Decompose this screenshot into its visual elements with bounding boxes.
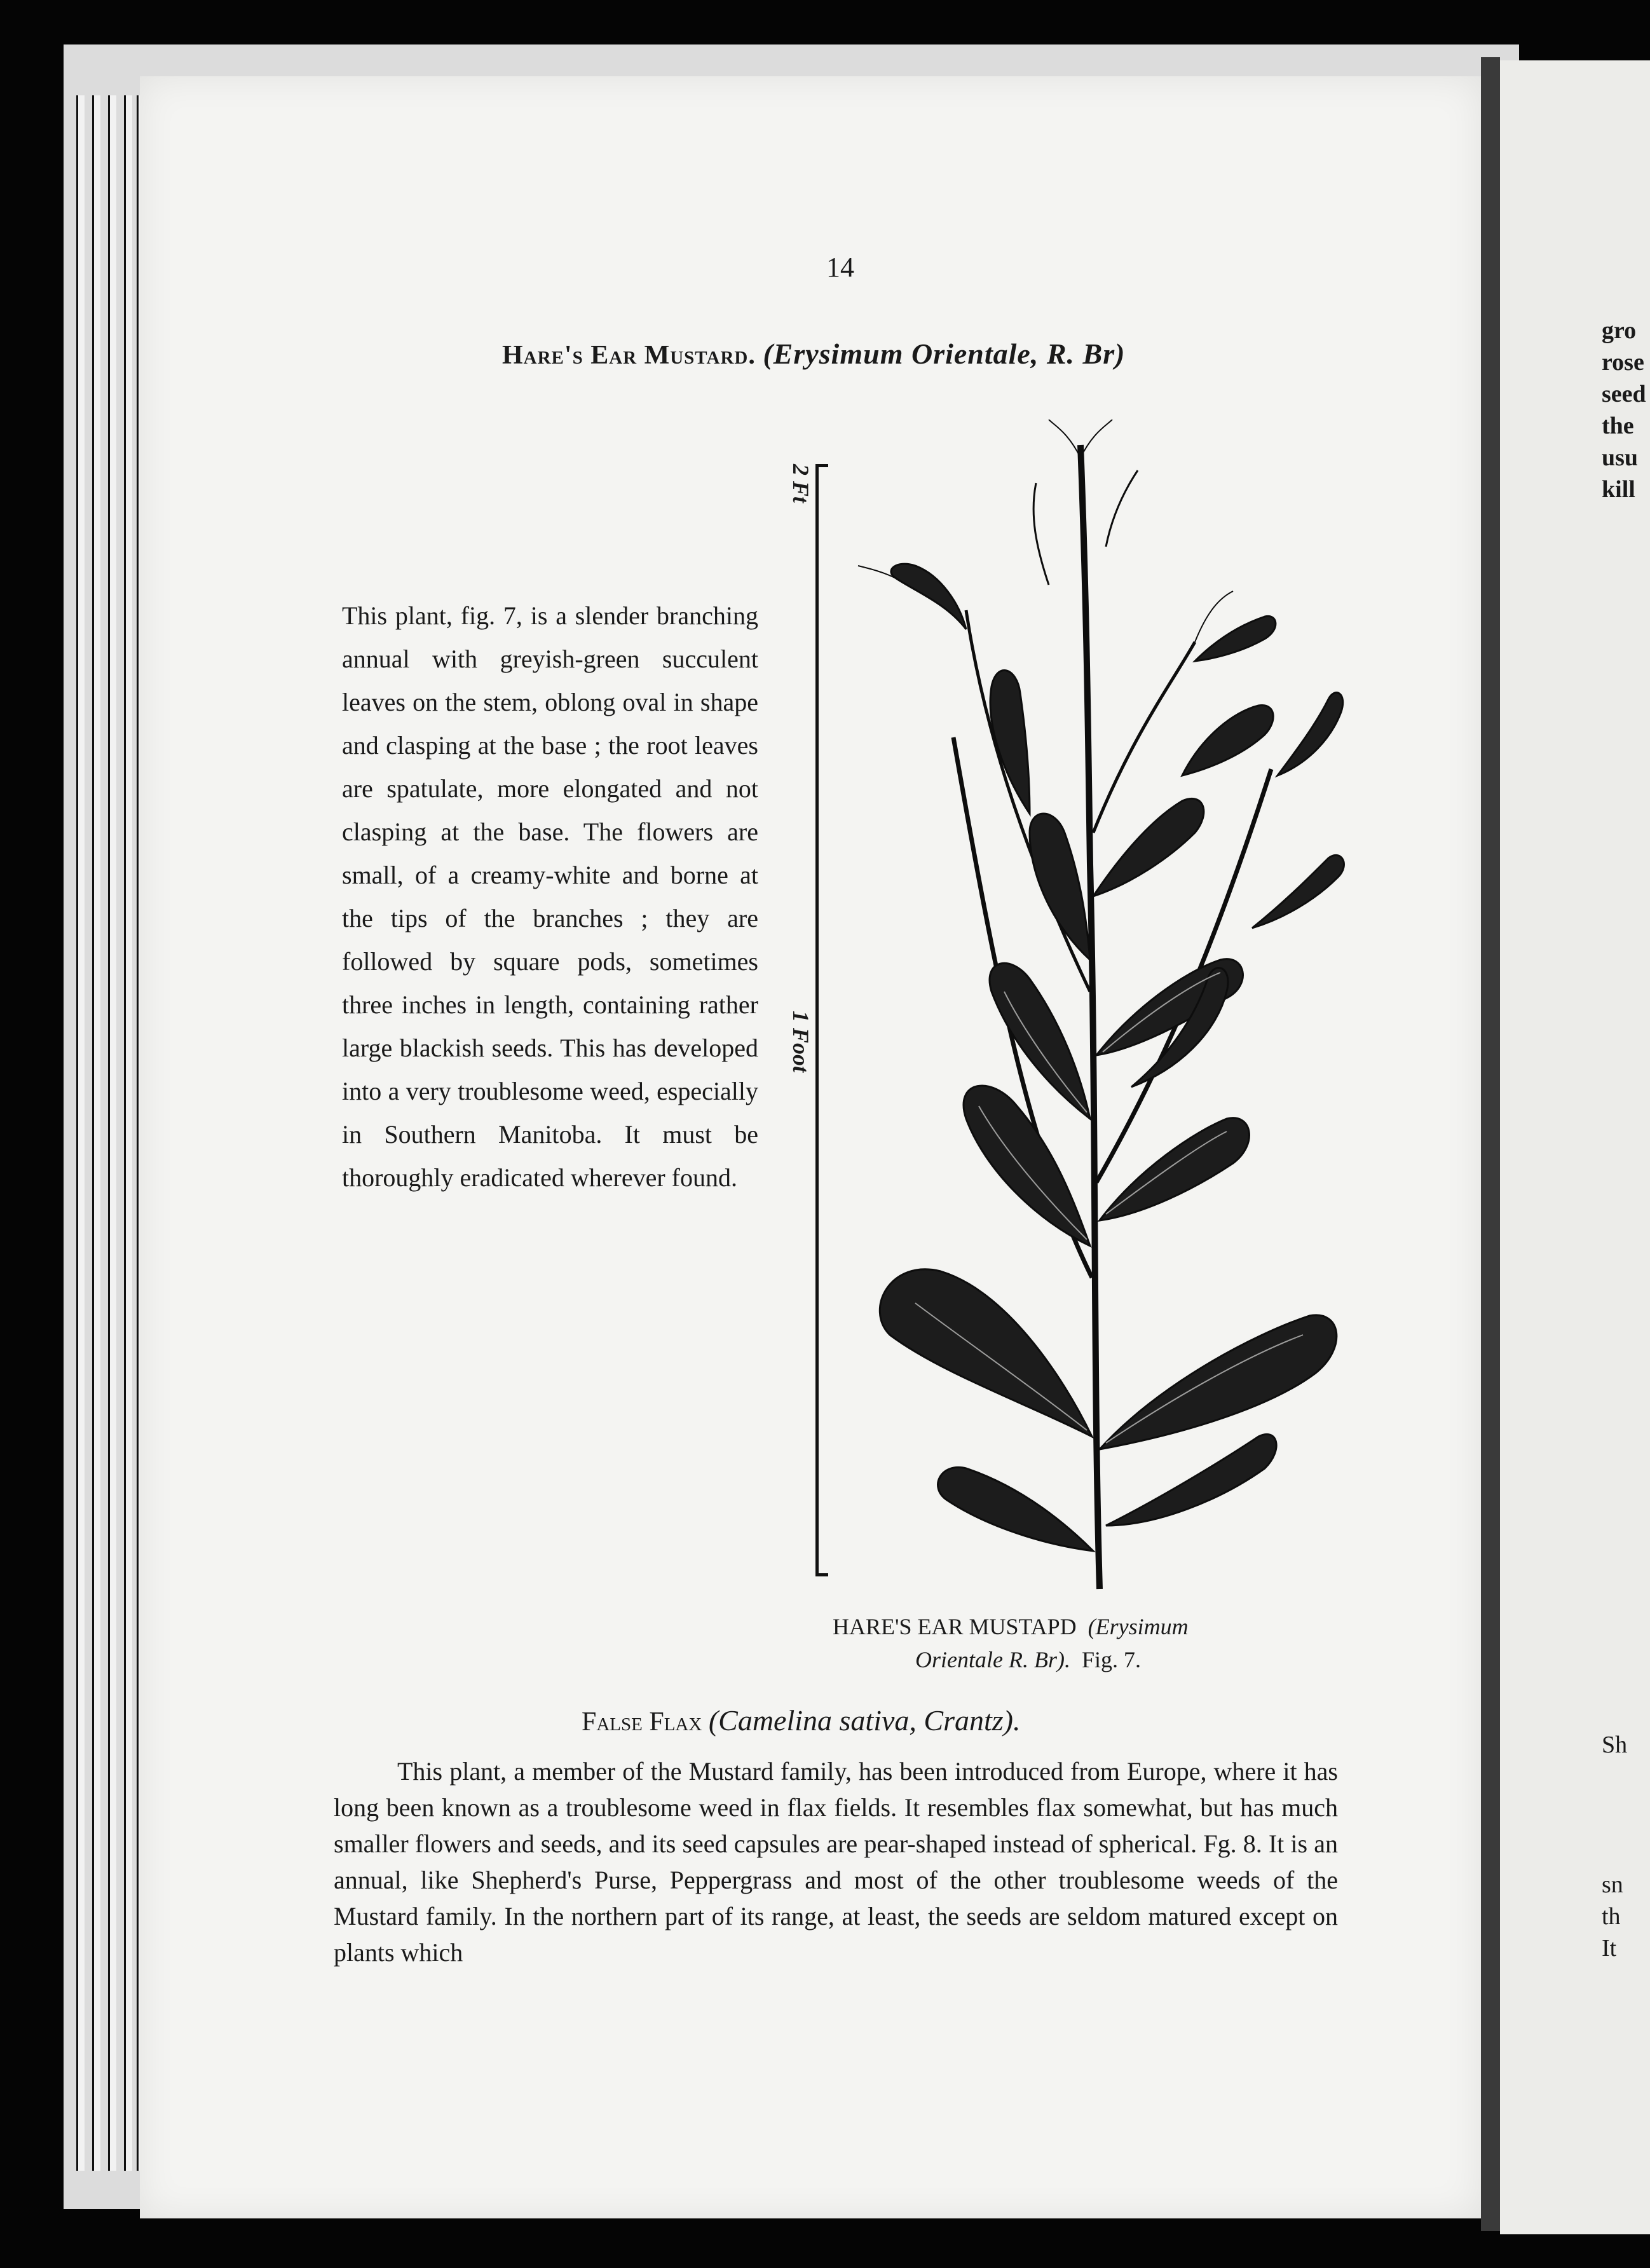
page-number: 14 <box>826 252 854 283</box>
text-fragment: th <box>1602 1903 1621 1930</box>
caption-latin-part2: Orientale R. Br). <box>915 1647 1070 1672</box>
intro-paragraph: This plant, fig. 7, is a slender branching annual with greyish-green succulent leaves on the stem, oblong oval in shape and clasping at the base ; the root leaves are spatulate, more elongated and not clasping at the base. The flowers are small, of a creamy-white and borne at the tips of the branches ; they are followed by square pods, sometimes three inches in length, containing rather large blackish seeds. This has developed into a very troublesome weed, especially in Southern Manitoba. It must be thoroughly eradicated wherever found. <box>342 601 758 1192</box>
caption-plant-name: HARE'S EAR MUSTAPD <box>833 1614 1077 1639</box>
text-fragment: gro <box>1602 317 1637 344</box>
heading-common-name: Hare's Ear Mustard. <box>502 341 756 370</box>
book-gutter <box>1481 57 1500 2231</box>
right-page-text-top <box>1602 315 1646 505</box>
right-page-text-mid <box>1602 1729 1627 1761</box>
page-edge <box>124 95 132 2171</box>
section-heading-hares-ear-mustard <box>502 337 1125 371</box>
text-fragment: the <box>1602 413 1634 439</box>
text-fragment: rose <box>1602 349 1644 376</box>
page-edge <box>76 95 85 2171</box>
text-fragment: It <box>1602 1935 1617 1962</box>
heading-latin-name: (Camelina sativa, Crantz). <box>708 1704 1021 1737</box>
right-page-text-bottom <box>1602 1869 1623 1964</box>
figure-caption-line2 <box>915 1646 1141 1673</box>
text-fragment: Sh <box>1602 1732 1628 1758</box>
heading-latin-name: (Erysimum Orientale, R. Br) <box>763 338 1126 370</box>
scale-tick-bottom <box>815 1573 828 1576</box>
scale-label-2ft: 2 Ft <box>788 464 814 503</box>
scale-line <box>815 464 819 1576</box>
scale-label-1foot: 1 Foot <box>788 1011 814 1073</box>
page-edge <box>92 95 100 2171</box>
caption-fig-number: Fig. 7. <box>1081 1647 1141 1672</box>
text-fragment: kill <box>1602 476 1635 503</box>
figure-caption <box>833 1611 1189 1642</box>
plant-illustration <box>839 420 1373 1602</box>
page-edge <box>108 95 116 2171</box>
heading-common-name: False Flax <box>582 1707 702 1737</box>
text-fragment: usu <box>1602 444 1639 471</box>
height-scale-bar <box>785 464 823 1576</box>
section-heading-false-flax <box>582 1704 1021 1737</box>
text-fragment: sn <box>1602 1871 1623 1898</box>
body-paragraph: This plant, a member of the Mustard family, has been introduced from Europe, where it has long been known as a troublesome weed in flax fields. It resembles flax somewhat, but has much smaller flowers and seeds, and its seed capsules are pear-shaped instead of spherical. Fg. 8. It is an annual, like Shepherd's Purse, Peppergrass and most of the other troublesome weeds of the Mustard family. In the northern part of its range, at least, the seeds are seldom matured except on plants which <box>334 1757 1338 1967</box>
scale-tick-top <box>815 464 828 467</box>
caption-latin-part1: (Erysimum <box>1088 1614 1189 1639</box>
text-fragment: seed <box>1602 381 1646 407</box>
right-page <box>1500 60 1650 2234</box>
